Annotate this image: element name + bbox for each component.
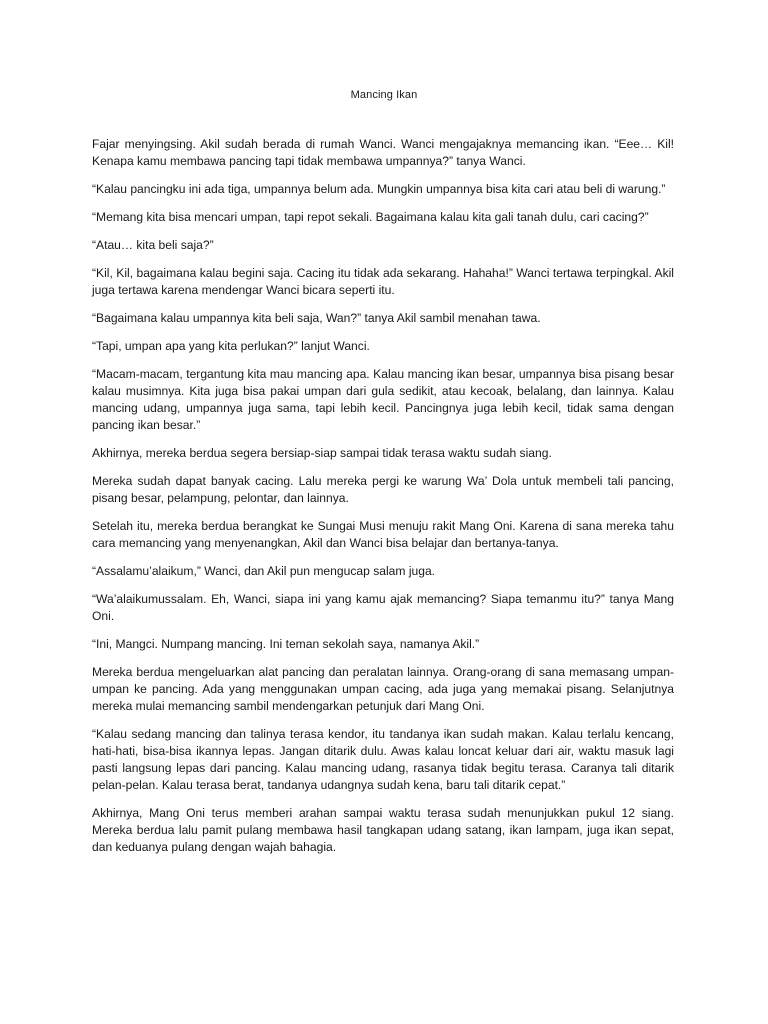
paragraph: Fajar menyingsing. Akil sudah berada di rumah Wanci. Wanci mengajaknya memancing ikan. “Eee… Kil! Kenapa kamu membawa pancing tapi tidak membawa umpannya?” tanya Wanci. bbox=[92, 137, 674, 168]
paragraph: Mereka berdua mengeluarkan alat pancing dan peralatan lainnya. Orang-orang di sana memasang umpan-umpan ke pancing. Ada yang menggunakan umpan cacing, ada juga yang memakai pisang. Selanjutnya mereka mulai memancing sambil mendengarkan petunjuk dari Mang Oni. bbox=[92, 665, 674, 713]
document-title: Mancing Ikan bbox=[350, 89, 418, 101]
paragraph: “Kalau pancingku ini ada tiga, umpannya belum ada. Mungkin umpannya bisa kita cari atau beli di warung.” bbox=[92, 182, 666, 196]
paragraph: “Wa’alaikumussalam. Eh, Wanci, siapa ini yang kamu ajak memancing? Siapa temanmu itu?” tanya Mang Oni. bbox=[92, 592, 674, 623]
paragraph: “Kil, Kil, bagaimana kalau begini saja. Cacing itu tidak ada sekarang. Hahaha!” Wanci tertawa terpingkal. Akil juga tertawa karena mendengar Wanci bicara seperti itu. bbox=[92, 266, 674, 297]
paragraph: Setelah itu, mereka berdua berangkat ke Sungai Musi menuju rakit Mang Oni. Karena di sana mereka tahu cara memancing yang menyenangkan, Akil dan Wanci bisa belajar dan bertanya-tanya. bbox=[92, 519, 674, 550]
paragraph: Akhirnya, mereka berdua segera bersiap-siap sampai tidak terasa waktu sudah siang. bbox=[92, 446, 552, 460]
paragraph: Akhirnya, Mang Oni terus memberi arahan sampai waktu terasa sudah menunjukkan pukul 12 siang. Mereka berdua lalu pamit pulang membawa hasil tangkapan udang satang, ikan lampam, juga ikan sepat, dan keduanya pulang dengan wajah bahagia. bbox=[92, 806, 674, 854]
paragraph: “Assalamu’alaikum,” Wanci, dan Akil pun mengucap salam juga. bbox=[92, 564, 436, 578]
paragraph: “Ini, Mangci. Numpang mancing. Ini teman sekolah saya, namanya Akil.” bbox=[92, 637, 480, 651]
paragraph: “Atau… kita beli saja?” bbox=[92, 238, 214, 252]
paragraph: “Macam-macam, tergantung kita mau mancing apa. Kalau mancing ikan besar, umpannya bisa pisang besar kalau musimnya. Kita juga bisa pakai umpan dari gula sedikit, atau kecoak, belalang, dan lainnya. Kalau mancing udang, umpannya juga sama, tapi lebih kecil. Pancingnya juga lebih kecil, tidak sama dengan pancing ikan besar.” bbox=[92, 367, 674, 432]
paragraph: Mereka sudah dapat banyak cacing. Lalu mereka pergi ke warung Wa’ Dola untuk membeli tali pancing, pisang besar, pelampung, pelontar, dan lainnya. bbox=[92, 474, 674, 505]
paragraph: “Kalau sedang mancing dan talinya terasa kendor, itu tandanya ikan sudah makan. Kalau terlalu kencang, hati-hati, bisa-bisa ikannya lepas. Jangan ditarik dulu. Awas kalau loncat keluar dari air, waktu masuk lagi pasti langsung lepas dari pancing. Kalau mancing udang, rasanya tidak begitu terasa. Caranya tali ditarik pelan-pelan. Kalau terasa berat, tandanya udangnya sudah kena, baru tali ditarik cepat.” bbox=[92, 727, 674, 792]
paragraph: “Memang kita bisa mencari umpan, tapi repot sekali. Bagaimana kalau kita gali tanah dulu, cari cacing?” bbox=[92, 210, 649, 224]
paragraph: “Bagaimana kalau umpannya kita beli saja, Wan?” tanya Akil sambil menahan tawa. bbox=[92, 311, 541, 325]
paragraph: “Tapi, umpan apa yang kita perlukan?” lanjut Wanci. bbox=[92, 339, 370, 353]
document-body bbox=[92, 136, 674, 867]
